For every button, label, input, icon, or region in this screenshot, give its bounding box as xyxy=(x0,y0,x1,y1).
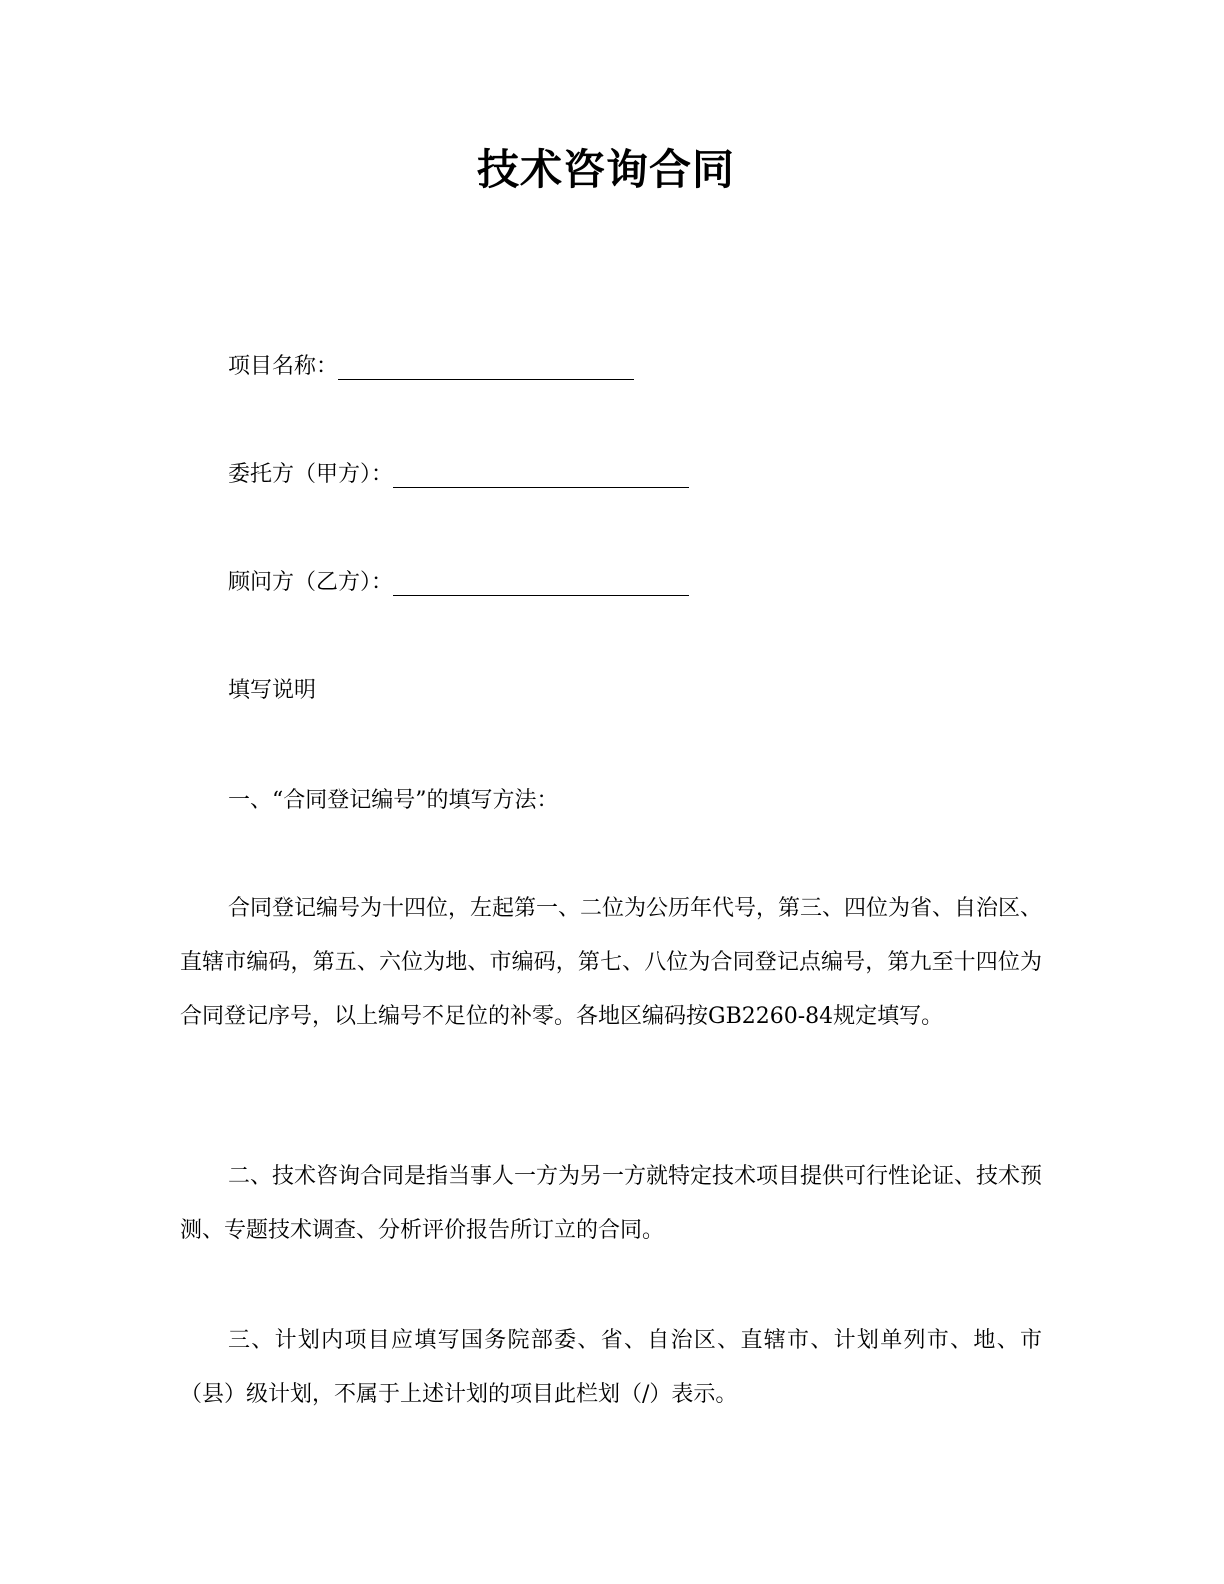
consultant-field xyxy=(228,568,689,598)
consultant-label: 顾问方（乙方）： xyxy=(228,570,394,595)
consultant-blank[interactable] xyxy=(393,571,689,596)
section2-body: 二、技术咨询合同是指当事人一方为另一方就特定技术项目提供可行性论证、技术预测、专题技术调查、分析评价报告所订立的合同。 xyxy=(180,1164,1043,1243)
instructions-heading: 填写说明 xyxy=(228,678,317,703)
client-blank[interactable] xyxy=(393,463,689,488)
section3-body: 三、计划内项目应填写国务院部委、省、自治区、直辖市、计划单列市、地、市（县）级计划，不属于上述计划的项目此栏划（/）表示。 xyxy=(180,1328,1042,1407)
project-name-label: 项目名称： xyxy=(228,354,339,379)
client-field xyxy=(228,460,689,490)
project-name-blank[interactable] xyxy=(338,355,634,380)
section1-heading: 一、“合同登记编号”的填写方法： xyxy=(228,788,559,813)
client-label: 委托方（甲方）： xyxy=(228,462,394,487)
project-name-field xyxy=(228,352,634,382)
section1-body: 合同登记编号为十四位，左起第一、二位为公历年代号，第三、四位为省、自治区、直辖市编码，第五、六位为地、市编码，第七、八位为合同登记点编号，第九至十四位为合同登记序号，以上编号不足位的补零。各地区编码按GB2260-84规定填写。 xyxy=(180,896,1043,1029)
document-title: 技术咨询合同 xyxy=(476,145,735,194)
